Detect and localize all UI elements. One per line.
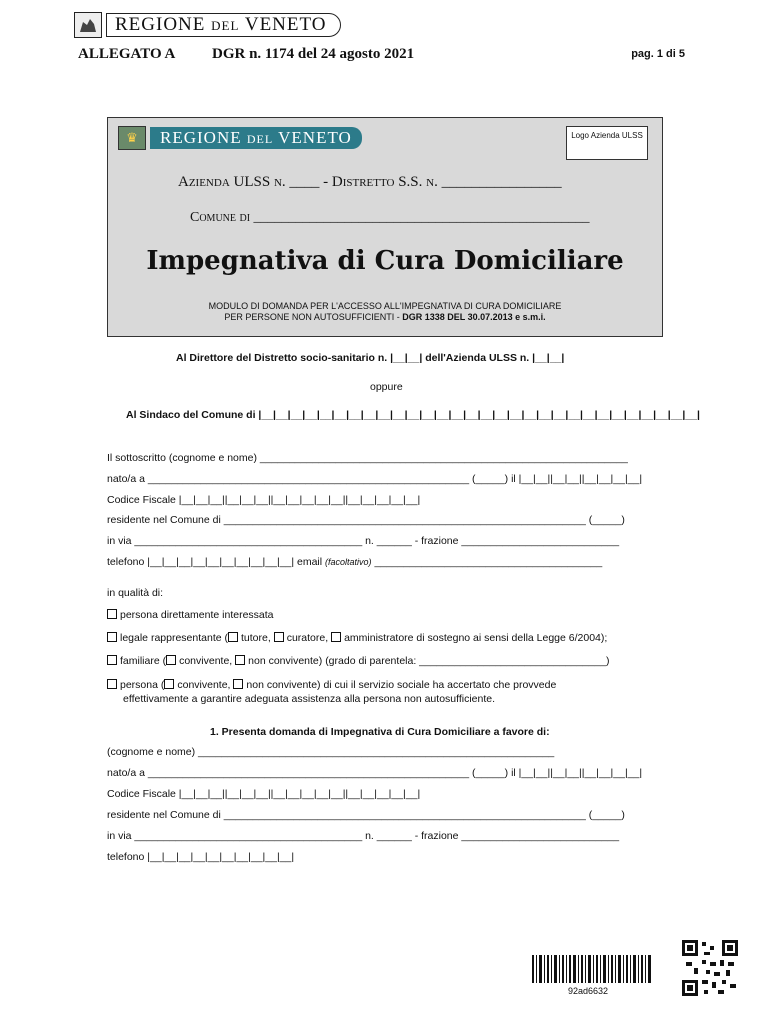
checkbox-icon[interactable] <box>107 609 117 619</box>
residente-field[interactable]: residente nel Comune di ______________________________________________________________ (_____) <box>107 514 625 526</box>
beneficiario-telefono-field[interactable]: telefono |__|__|__|__|__|__|__|__|__|__| <box>107 851 295 863</box>
box-regione-logo <box>118 126 362 150</box>
beneficiario-via-field[interactable]: in via _______________________________________ n. ______ - frazione ___________________________ <box>107 830 620 842</box>
subtitle-line-2: PER PERSONE NON AUTOSUFFICIENTI - DGR 1338 DEL 30.07.2013 e s.m.i. <box>224 312 546 322</box>
beneficiario-nome-field[interactable]: (cognome e nome) _____________________________________________________________ <box>107 746 555 758</box>
email-note: (facoltativo) <box>325 557 372 567</box>
allegato-label: ALLEGATO A <box>78 46 176 62</box>
title-box <box>107 117 663 337</box>
checkbox-icon[interactable] <box>107 632 117 642</box>
section-1-heading: 1. Presenta domanda di Impegnativa di Cura Domiciliare a favore di: <box>210 726 550 738</box>
option-legale[interactable]: legale rappresentante ( tutore, curatore, amministratore di sostegno ai sensi della Legge 6/2004); <box>107 632 607 644</box>
barcode-icon <box>532 955 652 983</box>
direttore-line: Al Direttore del Distretto socio-sanitario n. |__|__| dell'Azienda ULSS n. |__|__| <box>176 352 565 364</box>
beneficiario-nato-field[interactable]: nato/a a _______________________________________________________ (_____) il |__|__||__|__||__|__|__|__| <box>107 767 643 779</box>
telefono-field[interactable]: telefono |__|__|__|__|__|__|__|__|__|__| <box>107 556 295 568</box>
qualita-label: in qualità di: <box>107 587 164 599</box>
sindaco-line: Al Sindaco del Comune di |__|__|__|__|__|__|__|__|__|__|__|__|__|__|__|__|__|__|__|__|__|__|__|__|__|__|__|__|__|__| <box>126 409 700 421</box>
via-field[interactable]: in via _______________________________________ n. ______ - frazione ___________________________ <box>107 535 620 547</box>
page-title: Impegnativa di Cura Domiciliare <box>146 246 624 276</box>
oppure-text: oppure <box>370 381 403 393</box>
email-label: email <box>297 556 323 568</box>
regione-banner: REGIONE DEL VENETO <box>106 13 341 37</box>
option-familiare[interactable]: familiare ( convivente, non convivente) (grado di parentela: ________________________________) <box>107 655 610 667</box>
option-direttamente[interactable]: persona direttamente interessata <box>107 609 274 621</box>
lion-emblem-icon <box>74 12 102 38</box>
lion-emblem-icon: ♛ <box>118 126 146 150</box>
email-field[interactable]: _______________________________________ <box>374 556 603 568</box>
checkbox-icon[interactable] <box>331 632 341 642</box>
checkbox-icon[interactable] <box>274 632 284 642</box>
beneficiario-residente-field[interactable]: residente nel Comune di ______________________________________________________________ (_____) <box>107 809 625 821</box>
box-regione-banner: REGIONE DEL VENETO <box>150 127 362 149</box>
option-persona-line2: effettivamente a garantire adeguata assistenza alla persona non autosufficiente. <box>123 693 496 705</box>
subtitle <box>108 301 662 323</box>
qr-code-icon <box>682 940 738 996</box>
nato-field[interactable]: nato/a a _______________________________________________________ (_____) il |__|__||__|__||__|__|__|__| <box>107 473 643 485</box>
checkbox-icon[interactable] <box>233 679 243 689</box>
checkbox-icon[interactable] <box>166 655 176 665</box>
azienda-line: Azienda ULSS n. ____ - Distretto S.S. n. ________________ <box>178 174 562 190</box>
option-persona[interactable]: persona ( convivente, non convivente) di cui il servizio sociale ha accertato che provvede <box>107 679 556 691</box>
telefono-email-row[interactable] <box>107 556 602 568</box>
checkbox-icon[interactable] <box>228 632 238 642</box>
barcode-label: 92ad6632 <box>568 986 609 996</box>
subtitle-line-1: MODULO DI DOMANDA PER L'ACCESSO ALL'IMPEGNATIVA DI CURA DOMICILIARE <box>208 301 562 311</box>
beneficiario-cf-field[interactable]: Codice Fiscale |__|__|__||__|__|__||__|__|__|__|__||__|__|__|__|__| <box>107 788 421 800</box>
comune-line: Comune di ________________________________________________ <box>190 210 590 225</box>
checkbox-icon[interactable] <box>235 655 245 665</box>
regione-veneto-logo <box>74 12 341 38</box>
checkbox-icon[interactable] <box>164 679 174 689</box>
page-number: pag. 1 di 5 <box>631 48 685 60</box>
checkbox-icon[interactable] <box>107 679 117 689</box>
checkbox-icon[interactable] <box>107 655 117 665</box>
sottoscritto-field[interactable]: Il sottoscritto (cognome e nome) _______________________________________________________________ <box>107 452 628 464</box>
codice-fiscale-field[interactable]: Codice Fiscale |__|__|__||__|__|__||__|__|__|__|__||__|__|__|__|__| <box>107 494 421 506</box>
dgr-reference: DGR n. 1174 del 24 agosto 2021 <box>212 46 415 62</box>
ulss-logo-placeholder: Logo Azienda ULSS <box>566 126 648 160</box>
